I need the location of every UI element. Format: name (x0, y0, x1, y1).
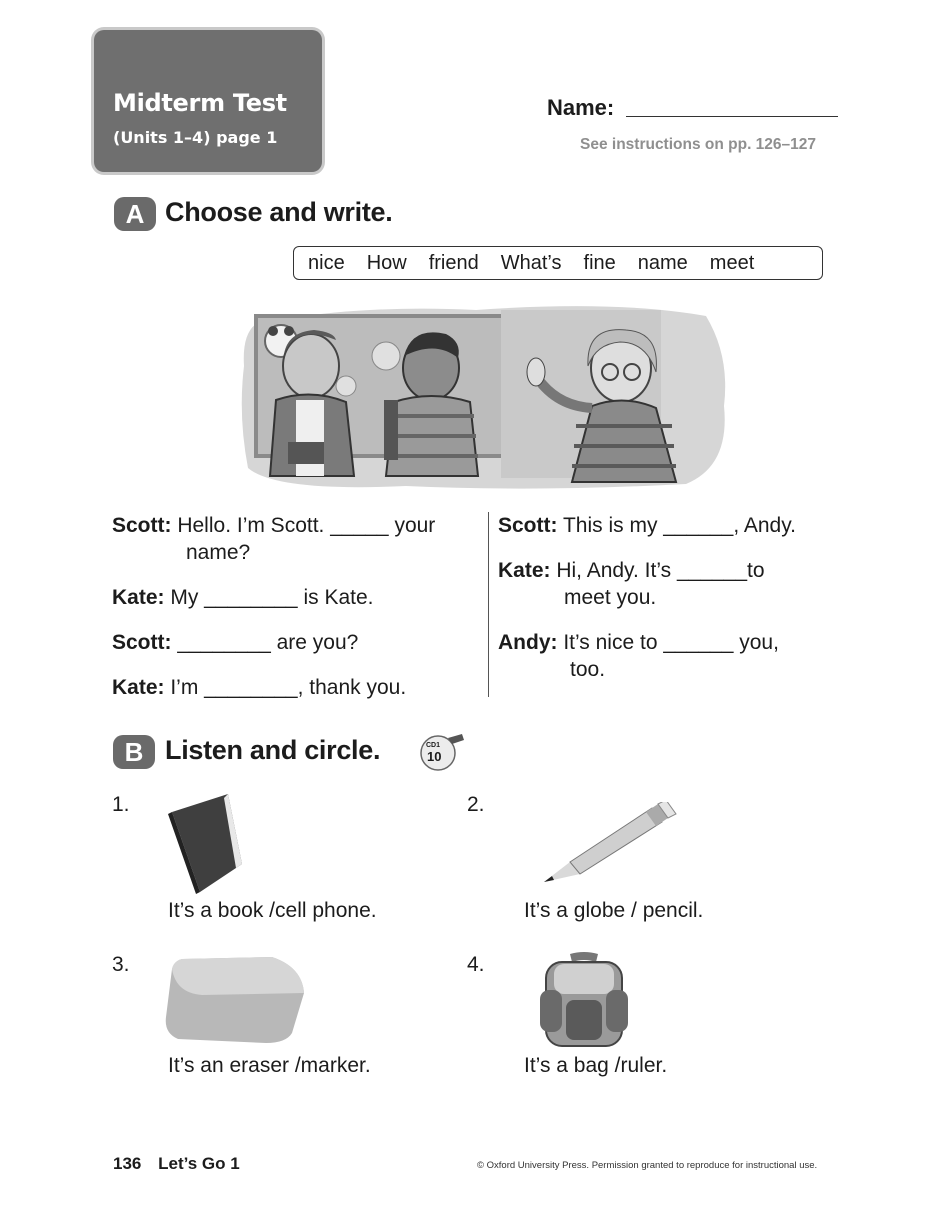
speaker-label: Kate: (498, 559, 551, 582)
speaker-label: Scott: (112, 631, 172, 654)
right-dialog (498, 512, 843, 683)
book-icon (166, 792, 246, 896)
footer-page-info (113, 1154, 240, 1174)
dialog-text: Hello. I’m Scott. _____ your (171, 514, 436, 537)
item-sentence: It’s a bag /ruler. (524, 1054, 668, 1077)
speaker-label: Kate: (112, 676, 165, 699)
speaker-label: Kate: (112, 586, 165, 609)
cd-label: CD1 (426, 742, 441, 749)
dialog-divider (488, 512, 489, 697)
dialog-text: My ________ is Kate. (164, 586, 374, 609)
item-number: 2. (467, 793, 485, 816)
word-bank-item: friend (428, 251, 479, 274)
pencil-icon (540, 802, 680, 886)
section-a-title: Choose and write. (165, 197, 393, 227)
word-bank-item: nice (308, 251, 345, 274)
dialog-text-continued: meet you. (564, 586, 657, 609)
test-subtitle: (Units 1–4) page 1 (113, 128, 278, 147)
word-bank-item: name (637, 251, 688, 274)
word-bank (293, 246, 823, 280)
dialog-line (498, 629, 843, 683)
speaker-label: Scott: (112, 514, 172, 537)
book-title: Let’s Go 1 (158, 1154, 240, 1173)
dialog-text: I’m ________, thank you. (164, 676, 407, 699)
dialog-line (498, 557, 843, 611)
word-bank-item: fine (583, 251, 616, 274)
page-number: 136 (113, 1154, 142, 1173)
eraser-icon (162, 953, 307, 1045)
cd-icon (418, 732, 468, 772)
test-title: Midterm Test (113, 89, 287, 117)
word-bank-item: What’s (500, 251, 562, 274)
copyright-notice: © Oxford University Press. Permission granted to reproduce for instructional use. (477, 1160, 818, 1171)
dialog-line (498, 512, 843, 539)
dialog-text-continued: name? (186, 541, 251, 564)
item-number: 3. (112, 953, 130, 976)
name-field[interactable] (626, 116, 838, 117)
section-a-badge: A (114, 197, 156, 231)
backpack-icon (536, 950, 632, 1050)
section-b-title: Listen and circle. (165, 735, 381, 765)
word-bank-item: meet (709, 251, 755, 274)
item-number: 4. (467, 953, 485, 976)
item-sentence: It’s a book /cell phone. (168, 899, 377, 922)
section-b-badge: B (113, 735, 155, 769)
left-dialog (112, 512, 482, 701)
item-sentence: It’s a globe / pencil. (524, 899, 704, 922)
speaker-label: Scott: (498, 514, 558, 537)
children-illustration (236, 296, 730, 494)
dialog-line (112, 674, 482, 701)
dialog-line (112, 584, 482, 611)
dialog-text: It’s nice to ______ you, (557, 631, 779, 654)
dialog-line (112, 629, 482, 656)
speaker-label: Andy: (498, 631, 558, 654)
dialog-text: ________ are you? (171, 631, 359, 654)
word-bank-item: How (366, 251, 407, 274)
dialog-text-continued: too. (570, 658, 606, 681)
item-number: 1. (112, 793, 130, 816)
instructions-note: See instructions on pp. 126–127 (580, 136, 817, 153)
dialog-line (112, 512, 482, 566)
dialog-text: This is my ______, Andy. (557, 514, 797, 537)
cd-track: 10 (427, 749, 442, 764)
name-label: Name: (547, 95, 615, 120)
item-sentence: It’s an eraser /marker. (168, 1054, 371, 1077)
dialog-text: Hi, Andy. It’s ______to (550, 559, 765, 582)
